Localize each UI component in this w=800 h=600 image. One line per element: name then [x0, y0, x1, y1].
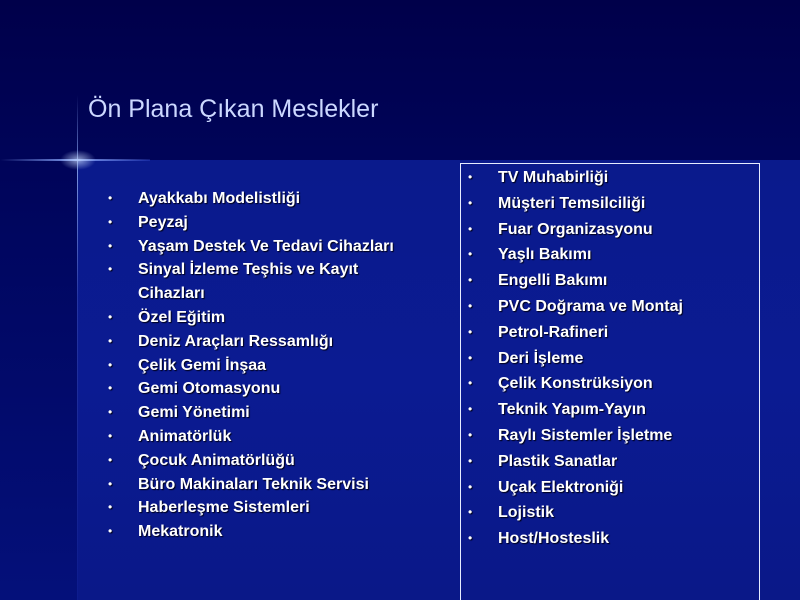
list-item-label: PVC Doğrama ve Montaj — [498, 297, 683, 315]
bullet-icon: • — [108, 405, 113, 420]
decorative-vertical-line — [77, 95, 78, 600]
bullet-icon: • — [468, 170, 473, 184]
list-item-label: Mekatronik — [138, 523, 223, 541]
list-item — [468, 294, 758, 320]
list-item-label: Fuar Organizasyonu — [498, 220, 653, 238]
bullet-icon: • — [108, 357, 113, 372]
bullet-icon: • — [108, 191, 113, 205]
list-item — [108, 330, 428, 354]
list-item — [468, 397, 758, 423]
list-item-label: Ayakkabı Modelistliği — [138, 190, 301, 207]
list-item — [108, 187, 428, 211]
list-item-label: Çelik Konstrüksiyon — [498, 375, 653, 393]
slide-title: Ön Plana Çıkan Meslekler — [88, 95, 379, 123]
list-item — [108, 377, 428, 401]
list-item — [108, 211, 428, 235]
list-item — [468, 475, 758, 501]
list-item-label: Yaşam Destek Ve Tedavi Cihazları — [138, 237, 394, 255]
bullet-icon: • — [468, 298, 473, 313]
list-item-label: Deri İşleme — [498, 349, 584, 367]
list-item — [468, 500, 758, 526]
list-item-label: Özel Eğitim — [138, 308, 226, 326]
list-item — [468, 242, 758, 268]
list-item — [468, 449, 758, 475]
bullet-icon: • — [468, 324, 473, 339]
list-item-label: Yaşlı Bakımı — [498, 246, 592, 264]
list-item-label: Uçak Elektroniği — [498, 478, 624, 496]
bullet-icon: • — [468, 247, 473, 262]
list-item — [468, 268, 758, 294]
list-item-label: Animatörlük — [138, 427, 232, 445]
list-item-label: Host/Hosteslik — [498, 530, 610, 548]
list-item-label: Çocuk Animatörlüğü — [138, 451, 295, 469]
list-item — [468, 346, 758, 372]
list-item-label: Çelik Gemi İnşaa — [138, 356, 267, 374]
right-profession-list — [468, 165, 758, 552]
list-item — [108, 401, 428, 425]
bullet-icon: • — [108, 500, 113, 515]
list-item — [108, 520, 428, 544]
right-profession-box — [460, 163, 760, 600]
list-item-label: Lojistik — [498, 504, 555, 522]
bullet-icon: • — [468, 453, 473, 468]
bullet-icon: • — [108, 524, 113, 539]
list-item-label: Gemi Yönetimi — [138, 404, 250, 422]
list-item — [108, 496, 428, 520]
list-item — [468, 423, 758, 449]
list-item-label: Petrol-Rafineri — [498, 323, 609, 341]
list-item-label: Raylı Sistemler İşletme — [498, 426, 673, 444]
bullet-icon: • — [468, 376, 473, 391]
list-item — [108, 449, 428, 473]
list-item-label: Haberleşme Sistemleri — [138, 499, 310, 517]
bullet-icon: • — [108, 214, 113, 229]
list-item — [108, 235, 428, 259]
bullet-icon: • — [108, 428, 113, 443]
bullet-icon: • — [468, 350, 473, 365]
list-item-label: Engelli Bakımı — [498, 272, 608, 290]
decorative-glow — [60, 150, 96, 170]
list-item — [468, 165, 758, 191]
list-item-label: Sinyal İzleme Teşhis ve Kayıt Cihazları — [138, 261, 359, 303]
bullet-icon: • — [468, 195, 473, 210]
list-item — [468, 320, 758, 346]
list-item — [108, 354, 428, 378]
list-item — [468, 371, 758, 397]
bullet-icon: • — [468, 427, 473, 442]
bullet-icon: • — [468, 505, 473, 520]
bullet-icon: • — [108, 262, 113, 277]
bullet-icon: • — [468, 273, 473, 288]
list-item-label: Teknik Yapım-Yayın — [498, 401, 646, 419]
list-item — [468, 526, 758, 552]
list-item — [108, 258, 428, 306]
bullet-icon: • — [468, 221, 473, 236]
bullet-icon: • — [108, 476, 113, 491]
list-item-label: Gemi Otomasyonu — [138, 380, 281, 398]
list-item — [468, 217, 758, 243]
list-item-label: Peyzaj — [138, 213, 188, 231]
bullet-icon: • — [468, 479, 473, 494]
list-item — [108, 306, 428, 330]
left-profession-list — [108, 187, 428, 544]
list-item — [468, 191, 758, 217]
list-item — [108, 473, 428, 497]
list-item-label: Plastik Sanatlar — [498, 452, 618, 470]
list-item-label: Büro Makinaları Teknik Servisi — [138, 475, 369, 493]
bullet-icon: • — [468, 531, 473, 546]
bullet-icon: • — [108, 333, 113, 348]
list-item-label: Deniz Araçları Ressamlığı — [138, 332, 334, 350]
list-item — [108, 425, 428, 449]
list-item-label: Müşteri Temsilciliği — [498, 194, 646, 212]
bullet-icon: • — [108, 452, 113, 467]
list-item-label: TV Muhabirliği — [498, 169, 609, 186]
bullet-icon: • — [108, 381, 113, 396]
bullet-icon: • — [108, 238, 113, 253]
bullet-icon: • — [108, 309, 113, 324]
bullet-icon: • — [468, 402, 473, 417]
